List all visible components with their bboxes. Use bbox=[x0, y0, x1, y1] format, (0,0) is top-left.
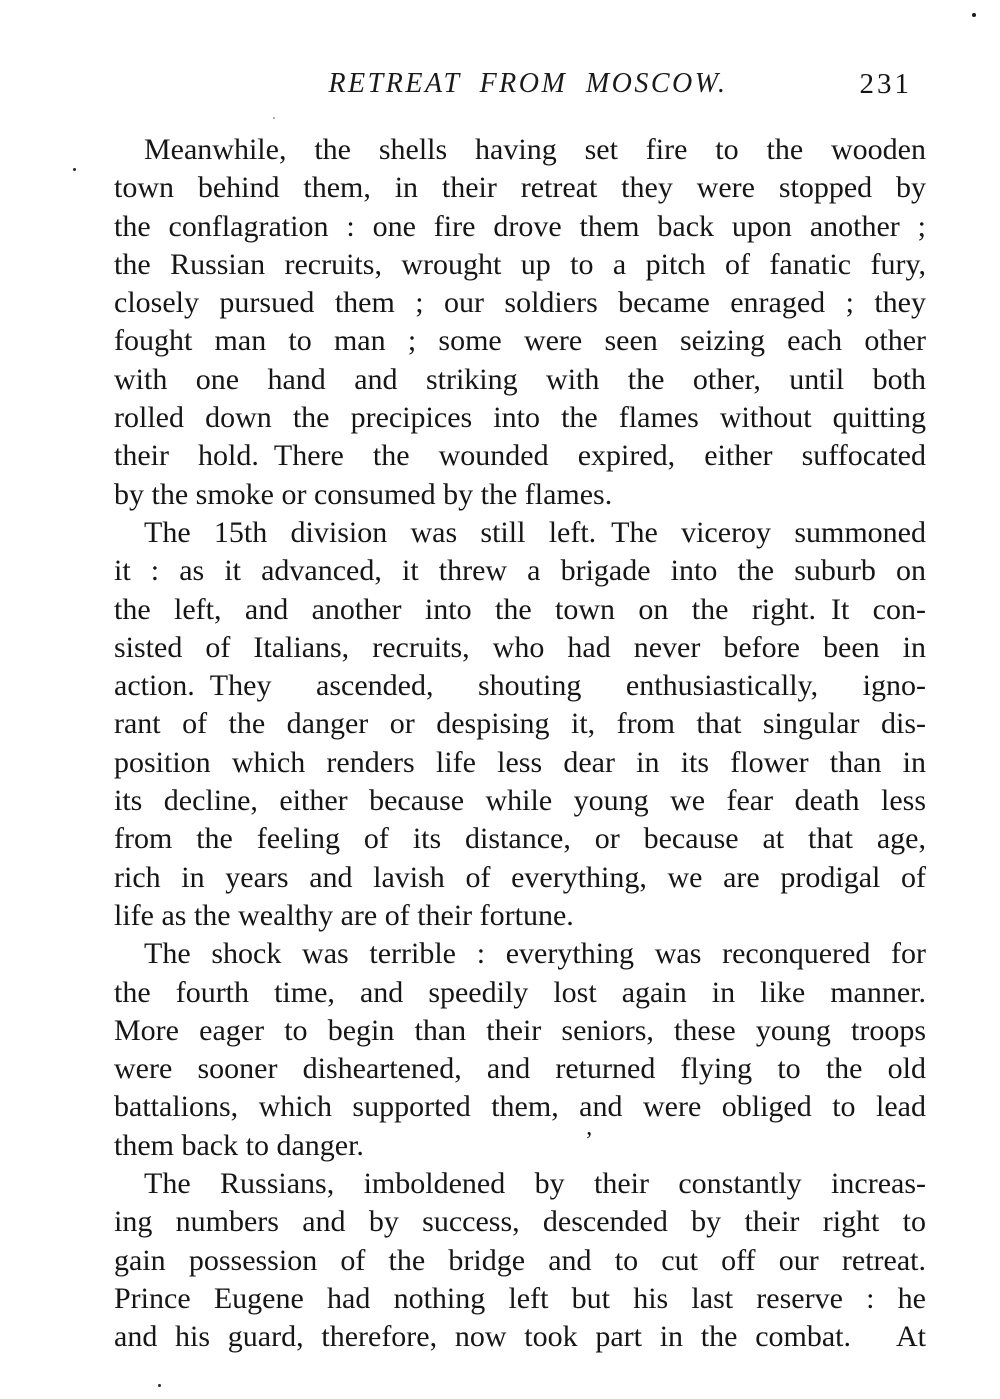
text-line: them back to danger. bbox=[114, 1128, 364, 1162]
text-line: Prince Eugene had nothing left but his last reserve : he bbox=[114, 1281, 926, 1315]
running-header-title: RETREAT FROM MOSCOW. bbox=[328, 68, 728, 99]
running-header bbox=[122, 68, 934, 102]
text-line: position which renders life less dear in its flower than in bbox=[114, 745, 926, 779]
text-line: closely pursued them ; our soldiers became enraged ; they bbox=[114, 286, 926, 320]
ink-speck bbox=[273, 117, 275, 119]
text-line: gain possession of the bridge and to cut off our retreat. bbox=[114, 1243, 926, 1277]
text-line: action. They ascended, shouting enthusiastically, igno- bbox=[114, 669, 926, 703]
page-body bbox=[114, 131, 926, 1357]
text-line: by the smoke or consumed by the flames. bbox=[114, 477, 613, 511]
ink-speck bbox=[73, 168, 76, 171]
text-line: town behind them, in their retreat they were stopped by bbox=[114, 171, 926, 205]
text-line: the conflagration : one fire drove them back upon another ; bbox=[114, 209, 926, 243]
text-line: life as the wealthy are of their fortune. bbox=[114, 898, 574, 932]
text-line: from the feeling of its distance, or because at that age, bbox=[114, 822, 926, 856]
text-line: sisted of Italians, recruits, who had never before been in bbox=[114, 630, 926, 664]
text-line: were sooner disheartened, and returned flying to the old bbox=[114, 1052, 926, 1086]
text-line: with one hand and striking with the other, until both bbox=[114, 362, 926, 396]
text-line: rolled down the precipices into the flames without quitting bbox=[114, 401, 926, 435]
text-line: The 15th division was still left. The viceroy summoned bbox=[144, 515, 926, 549]
page-number: 231 bbox=[859, 68, 912, 100]
ink-speck bbox=[972, 13, 976, 17]
text-line: rich in years and lavish of everything, we are prodigal of bbox=[114, 860, 926, 894]
text-line: Meanwhile, the shells having set fire to the wooden bbox=[144, 133, 926, 166]
text-line: and his guard, therefore, now took part in the combat. At bbox=[114, 1320, 926, 1354]
text-line: The Russians, imboldened by their constantly increas- bbox=[144, 1167, 926, 1201]
text-line: ing numbers and by success, descended by their right to bbox=[114, 1205, 926, 1239]
text-line: More eager to begin than their seniors, these young troops bbox=[114, 1013, 926, 1047]
ink-speck bbox=[158, 1384, 161, 1387]
text-line: the left, and another into the town on the right. It con- bbox=[114, 592, 926, 626]
text-line: fought man to man ; some were seen seizing each other bbox=[114, 324, 926, 358]
text-line: the fourth time, and speedily lost again in like manner. bbox=[114, 975, 926, 1009]
text-line: it : as it advanced, it threw a brigade into the suburb on bbox=[114, 554, 926, 588]
text-line: rant of the danger or despising it, from that singular dis- bbox=[114, 707, 926, 741]
ink-mark-comma: ’ bbox=[585, 1128, 593, 1154]
text-line: their hold. There the wounded expired, either suffocated bbox=[114, 439, 926, 473]
text-line: the Russian recruits, wrought up to a pitch of fanatic fury, bbox=[114, 247, 926, 281]
text-line: battalions, which supported them, and were obliged to lead bbox=[114, 1090, 926, 1124]
text-line: The shock was terrible : everything was reconquered for bbox=[144, 937, 926, 971]
text-line: its decline, either because while young we fear death less bbox=[114, 784, 926, 818]
